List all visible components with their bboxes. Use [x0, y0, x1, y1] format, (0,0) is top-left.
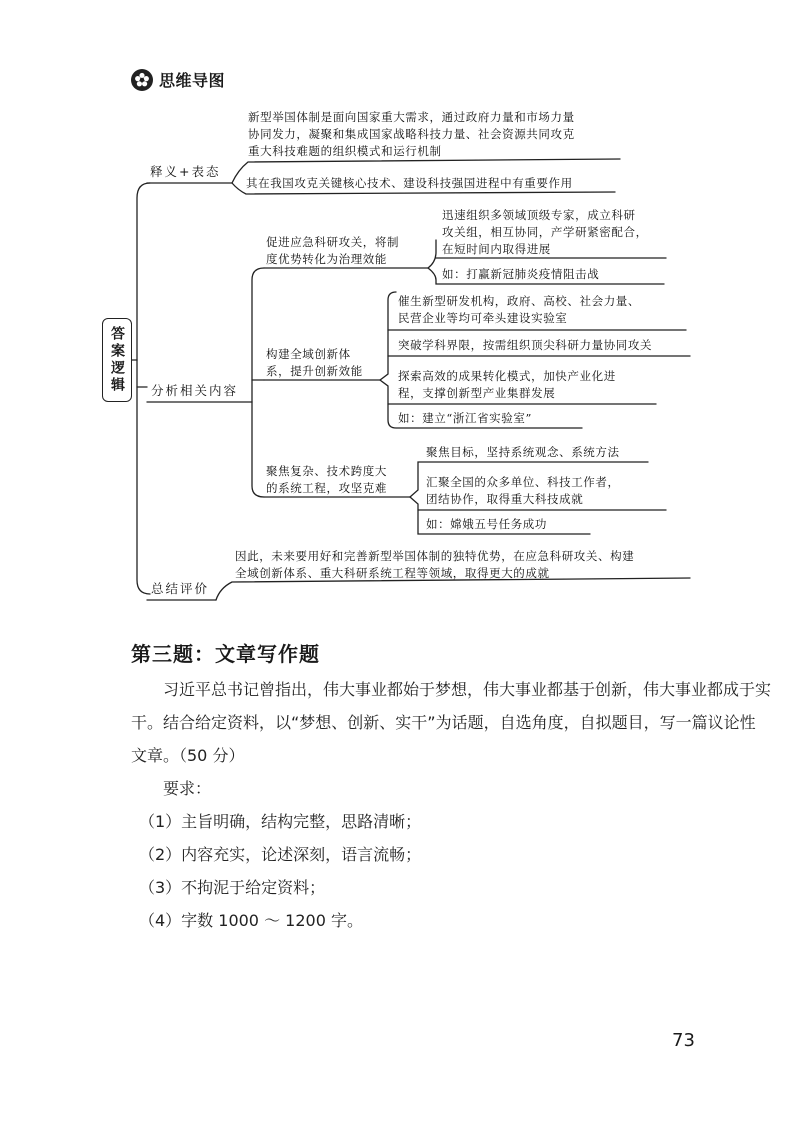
summary-text	[235, 548, 634, 582]
text-line: 协同发力，凝聚和集成国家战略科技力量、社会资源共同攻克	[248, 127, 575, 141]
topic-innovation-system	[266, 346, 363, 380]
text-line: 新型举国体制是面向国家重大需求，通过政府力量和市场力量	[248, 110, 575, 124]
meaning-definition	[248, 109, 575, 160]
mindmap-title: 思维导图	[159, 71, 226, 90]
topic3-point	[426, 444, 620, 461]
text-line: 如：打赢新冠肺炎疫情阻击战	[442, 267, 600, 281]
requirements-label: 要求：	[163, 779, 212, 798]
text-line: 构建全域创新体	[266, 347, 351, 361]
mindmap-root-label: 答案逻辑	[109, 326, 125, 394]
topic2-example	[398, 410, 532, 427]
text-line: 团结协作，取得重大科技成就	[426, 492, 584, 506]
requirement-item: （2）内容充实，论述深刻，语言流畅；	[139, 845, 422, 864]
text-line: 系，提升创新效能	[266, 364, 363, 378]
text-line: 全域创新体系、重大科研系统工程等领域，取得更大的成就	[235, 566, 550, 580]
topic1-example	[442, 266, 599, 283]
topic1-point	[442, 207, 648, 258]
text-line: 度优势转化为治理效能	[266, 252, 387, 266]
text-line: 汇聚全国的众多单位、科技工作者，	[426, 475, 620, 489]
question-line: 文章。（50 分）	[131, 746, 245, 765]
text-line: 聚焦复杂、技术跨度大	[266, 464, 387, 478]
text-line: 催生新型研发机构，政府、高校、社会力量、	[398, 294, 640, 308]
topic2-point	[398, 368, 616, 402]
page-number: 73	[672, 1030, 695, 1051]
text-line: 因此，未来要用好和完善新型举国体制的独特优势，在应急科研攻关、构建	[235, 549, 635, 563]
mindmap-root	[102, 318, 132, 402]
flower-icon	[131, 69, 153, 91]
branch-analysis-label: 分析相关内容	[151, 383, 239, 398]
topic2-point	[398, 337, 652, 354]
topic-system-engineering	[266, 463, 387, 497]
text-line: 迅速组织多领域顶级专家，成立科研	[442, 208, 636, 222]
mindmap-header	[131, 68, 225, 91]
question-line: 习近平总书记曾指出，伟大事业都始于梦想，伟大事业都基于创新，伟大事业都成于实	[163, 680, 772, 699]
text-line: 在短时间内取得进展	[442, 242, 551, 256]
text-line: 的系统工程，攻坚克难	[266, 481, 387, 495]
text-line: 如：建立“浙江省实验室”	[398, 411, 532, 425]
topic3-point	[426, 474, 620, 508]
branch-summary-label: 总结评价	[151, 581, 210, 596]
meaning-role: 其在我国攻克关键核心技术、建设科技强国进程中有重要作用	[246, 176, 573, 190]
question-line: 干。结合给定资料，以“梦想、创新、实干”为话题，自选角度，自拟题目，写一篇议论性	[131, 713, 756, 732]
question-body	[131, 673, 772, 772]
branch-meaning-label: 释义+表态	[150, 164, 221, 179]
text-line: 民营企业等均可牵头建设实验室	[398, 311, 568, 325]
topic-emergency-research	[266, 234, 399, 268]
requirement-item: （3）不拘泥于给定资料；	[139, 878, 326, 897]
text-line: 程，支撑创新型产业集群发展	[398, 386, 556, 400]
requirement-item: （4）字数 1000 ～ 1200 字。	[139, 911, 363, 930]
requirements	[131, 772, 691, 937]
text-line: 重大科技难题的组织模式和运行机制	[248, 144, 442, 158]
text-line: 聚焦目标，坚持系统观念、系统方法	[426, 445, 620, 459]
text-line: 突破学科界限，按需组织顶尖科研力量协同攻关	[398, 338, 653, 352]
question-title: 第三题：文章写作题	[131, 642, 320, 666]
text-line: 探索高效的成果转化模式，加快产业化进	[398, 369, 616, 383]
text-line: 攻关组，相互协同，产学研紧密配合，	[442, 225, 648, 239]
text-line: 如：嫦娥五号任务成功	[426, 517, 547, 531]
requirement-item: （1）主旨明确，结构完整，思路清晰；	[139, 812, 422, 831]
topic3-example	[426, 516, 547, 533]
text-line: 促进应急科研攻关，将制	[266, 235, 400, 249]
topic2-point	[398, 293, 640, 327]
